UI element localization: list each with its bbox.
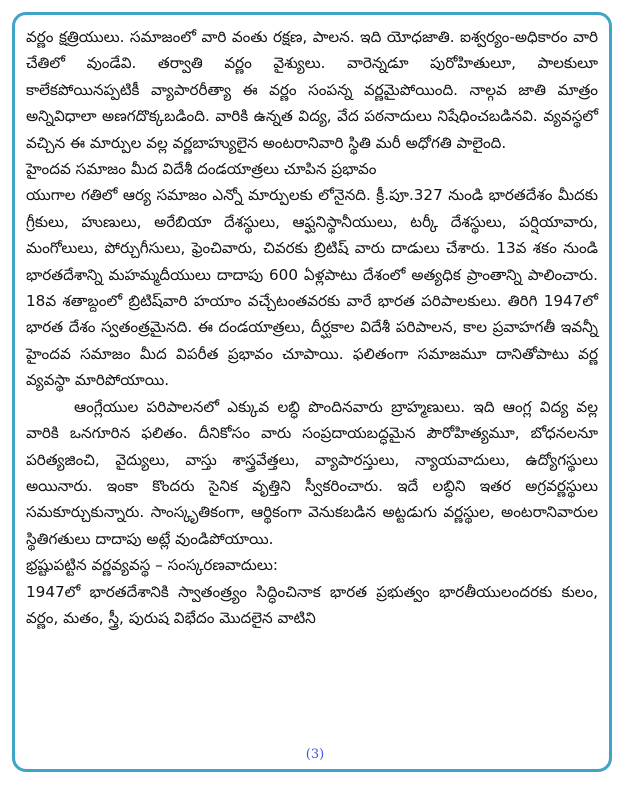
section-heading-reformers: భ్రష్టుపట్టిన వర్ణవ్యవస్థ – సంస్కరణవాదులు: — [26, 556, 278, 575]
paragraph-invasions: యుగాల గతిలో ఆర్య సమాజం ఎన్నో మార్పులకు లోనైనది. క్రీ.పూ.327 నుండి భారతదేశం మీదకు గ్రీకులు, హుణులు, అరేబియా దేశస్థులు, ఆఫ్ఘనిస్థానీయులు, టర్కీ దేశస్థులు, పర్షియావారు, మంగోలులు, పోర్చుగీసులు, ఫ్రెంచివారు, చివరకు బ్రిటిష్ వారు దాడులు చేశారు. 13వ శకం నుండి భారతదేశాన్ని మహమ్మదీయులు దాదాపు 600 ఏళ్లపాటు దేశంలో అత్యధిక ప్రాంతాన్ని పాలించారు. 18వ శతాబ్దంలో బ్రిటిష్‌వారి హయాం వచ్చేటంతవరకు వారే భారత పరిపాలకులు. తిరిగి 1947లో భారత దేశం స్వతంత్రమైనది. ఈ దండయాత్రలు, దీర్ఘకాల విదేశీ పరిపాలన, కాల ప్రవాహగతీ ఇవన్నీ హైందవ సమాజం మీద విపరీత ప్రభావం చూపాయి. ఫలితంగా సమాజమూ దానితోపాటు వర్ణ వ్యవస్థా మారిపోయాయి. — [26, 186, 598, 390]
paragraph-independence: 1947లో భారతదేశానికి స్వాతంత్ర్యం సిద్ధించినాక భారత ప్రభుత్వం భారతీయులందరకు కులం, వర్ణం, మతం, స్త్రీ, పురుష విభేదం మొదలైన వాటిని — [26, 582, 598, 627]
page-number: (3) — [305, 747, 325, 762]
section-heading-foreign-invasions: హైందవ సమాజం మీద విదేశీ దండయాత్రలు చూపిన ప్రభావం — [26, 160, 377, 179]
paragraph-british-rule: ఆంగ్లేయుల పరిపాలనలో ఎక్కువ లబ్ధి పొందినవారు బ్రాహ్మణులు. ఇది ఆంగ్ల విద్య వల్ల వారికి ఒనగూరిన ఫలితం. దీనికోసం వారు సంప్రదాయబద్ధమైన పౌరోహిత్యమూ, బోధనలనూ పరిత్యజించి, వైద్యులు, వాస్తు శాస్త్రవేత్తలు, వ్యాపారస్తులు, న్యాయవాదులు, ఉద్యోగస్థులు అయినారు. ఇంకా కొందరు సైనిక వృత్తిని స్వీకరించారు. ఇదే లబ్ధిని ఇతర అగ్రవర్ణస్థులు సమకూర్చుకున్నారు. సాంస్కృతికంగా, ఆర్థికంగా వెనుకబడిన అట్టడుగు వర్ణస్థుల, అంటరానివారుల స్థితిగతులు దాదాపు అట్లే వుండిపోయాయి. — [26, 397, 598, 548]
page-content — [26, 24, 598, 631]
paragraph-caste-system: వర్ణం క్షత్రియులు. సమాజంలో వారి వంతు రక్షణ, పాలన. ఇది యోధజాతి. ఐశ్వర్యం-అధికారం వారి చేతిలో వుండేవి. తర్వాతి వర్ణం వైశ్యులు. వారెన్నడూ పురోహితులూ, పాలకులూ కాలేకపోయినప్పటికీ వ్యాపారరీత్యా ఈ వర్ణం సంపన్న వర్ణమైపోయింది. నాల్గవ జాతి మాత్రం అన్నివిధాలా అణగదొక్కబడింది. వారికి ఉన్నత విద్య, వేద పఠనాదులు నిషేధించబడినవి. వ్యవస్థలో వచ్చిన ఈ మార్పుల వల్ల వర్ణబాహ్యులైన అంటరానివారి స్థితి మరీ అధోగతి పాలైంది. — [26, 28, 598, 152]
